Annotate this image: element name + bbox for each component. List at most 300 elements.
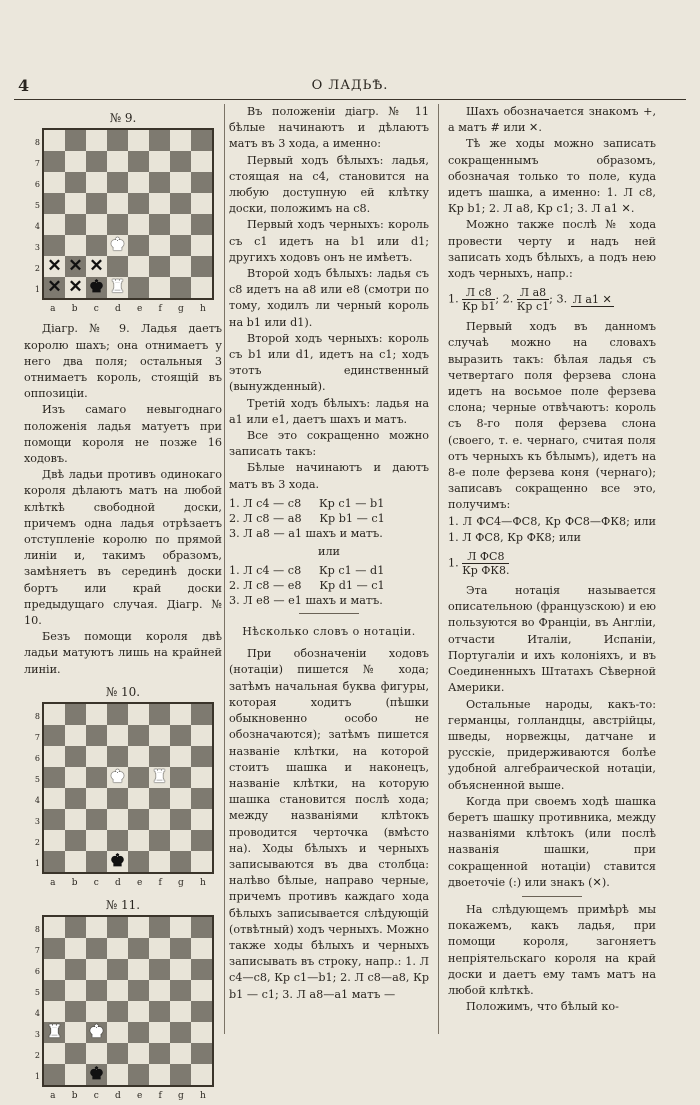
file-label: h — [200, 304, 206, 315]
board-square — [170, 1064, 191, 1085]
board-square — [170, 130, 191, 151]
board-square — [149, 130, 170, 151]
file-label: a — [50, 304, 56, 315]
board-square — [107, 256, 128, 277]
board-square — [191, 938, 212, 959]
king-piece: ♚ — [109, 235, 126, 256]
board-square — [107, 1022, 128, 1043]
board-square — [191, 235, 212, 256]
paragraph: Діагр. № 9. Ладья даетъ королю шахъ; она отнимаетъ у него два поля; остальныя 3 отнимаетъ король, стоящій въ оппозиціи. — [24, 322, 222, 401]
paragraph: Бѣлые начинаютъ и даютъ матъ въ 3 хода. — [229, 461, 429, 491]
diagram-9-title: № 9. — [109, 111, 137, 125]
file-label: b — [71, 878, 78, 889]
board-square — [128, 193, 149, 214]
board-square — [149, 277, 170, 298]
board-square — [86, 704, 107, 725]
board-square — [128, 1001, 149, 1022]
file-label: f — [158, 1091, 162, 1102]
king-piece: ♚ — [109, 767, 126, 788]
board-square — [86, 830, 107, 851]
board-square — [44, 214, 65, 235]
king-piece: ♚ — [109, 851, 126, 872]
rank-label: 8 — [34, 138, 40, 148]
board-square — [65, 1043, 86, 1064]
chess-board-10 — [34, 702, 214, 874]
board-square — [170, 277, 191, 298]
rank-label: 7 — [34, 946, 40, 956]
board-square — [191, 767, 212, 788]
rank-label: 5 — [34, 775, 40, 785]
paragraph: Первый ходъ черныхъ: король съ c1 идетъ на b1 или d1; другихъ ходовъ онъ не имѣетъ. — [229, 218, 429, 264]
board-square — [149, 830, 170, 851]
chess-board-9 — [34, 128, 214, 300]
rank-label: 2 — [34, 838, 40, 848]
board-square — [191, 725, 212, 746]
board-square — [86, 851, 107, 872]
board-square — [86, 938, 107, 959]
column-rule-left — [224, 104, 225, 1034]
diagram-11-title: № 11. — [105, 898, 141, 913]
fraction-bottom: Кр ФК8. — [462, 564, 510, 578]
board-square — [44, 1064, 65, 1085]
paragraph: Когда при своемъ ходѣ шашка беретъ шашку противника, между названіями клѣтокъ (или послѣ названія шашки, при сокращенной нотаціи) ставится двоеточіе (:) или знакъ (✕). — [448, 794, 656, 889]
column-rule-right — [438, 104, 439, 1034]
paragraph: Третій ходъ бѣлыхъ: ладья на a1 или e1, даетъ шахъ и матъ. — [229, 396, 429, 426]
board-square — [128, 151, 149, 172]
board-square — [65, 1022, 86, 1043]
board-square — [128, 277, 149, 298]
board-square — [191, 193, 212, 214]
board-square — [149, 851, 170, 872]
king-piece: ♚ — [88, 1022, 105, 1043]
board-square — [65, 704, 86, 725]
page-number: 4 — [18, 76, 30, 95]
board-square — [44, 959, 65, 980]
board-square — [107, 130, 128, 151]
paragraph: Остальные народы, какъ-то: германцы, голландцы, австрійцы, шведы, норвежцы, датчане и русскіе, придерживаются болѣе удобной алгебраической нотаціи, объясненной выше. — [448, 697, 656, 792]
file-labels-9 — [42, 301, 214, 317]
board-square — [149, 959, 170, 980]
board-square — [65, 1001, 86, 1022]
paragraph: Первый ходъ бѣлыхъ: ладья, стоящая на c4, становится на любую доступную ей клѣтку доски, положимъ на c8. — [229, 153, 429, 216]
board-square — [170, 193, 191, 214]
file-label: c — [93, 304, 99, 315]
fraction-top: Л a1 ✕ — [572, 292, 612, 306]
board-square — [86, 725, 107, 746]
board-square — [191, 151, 212, 172]
board-square — [191, 830, 212, 851]
board-square — [149, 746, 170, 767]
running-title: О ЛАДЬѢ. — [311, 78, 389, 93]
board-square — [128, 788, 149, 809]
file-label: b — [71, 1091, 78, 1102]
rank-label: 4 — [34, 796, 40, 806]
board-square — [107, 788, 128, 809]
paragraph: Первый ходъ въ данномъ случаѣ можно на словахъ выразить такъ: бѣлая ладья съ четвертаго поля ферзева слона идетъ на восьмое поле ферзева слона; черные отвѣчаютъ: король съ 8-го поля ферзева слона (своего, т. е. чернаго, считая поля отъ черныхъ къ бѣлымъ), идетъ на 8-е поле ферзева коня (чернаго); записавъ сокращенно все это, получимъ: — [448, 320, 656, 512]
board-square — [65, 235, 86, 256]
paragraph: Двѣ ладьи противъ одинокаго короля дѣлаютъ матъ на любой клѣткѣ свободной доски, причемъ одна ладья отрѣзаетъ отступленіе королю по прямой линіи и, такимъ образомъ, замѣняетъ въ серединѣ доски бортъ или край доски предыдущаго случая. Діагр. № 10. — [24, 468, 222, 628]
board-square — [86, 746, 107, 767]
board-square — [149, 704, 170, 725]
board-square — [44, 917, 65, 938]
board-square — [86, 130, 107, 151]
board-square — [149, 172, 170, 193]
fraction-bottom: Кр b1 — [462, 300, 496, 314]
board-square — [170, 851, 191, 872]
rank-label: 7 — [34, 159, 40, 169]
board-square — [128, 172, 149, 193]
rank-label: 1 — [34, 859, 40, 869]
board-square — [128, 938, 149, 959]
rank-label: 8 — [34, 712, 40, 722]
board-square — [170, 725, 191, 746]
board-square — [191, 980, 212, 1001]
board-square — [191, 1001, 212, 1022]
board-square — [86, 235, 107, 256]
blocked-square-mark: ✕ — [89, 256, 104, 277]
rook-piece: ♜ — [109, 277, 126, 298]
rank-label: 5 — [34, 988, 40, 998]
board-square — [107, 172, 128, 193]
fraction-number: 3. — [556, 292, 568, 306]
fraction-notation-2 — [448, 550, 656, 577]
fraction-number: 1. — [448, 556, 459, 570]
paragraph: Положимъ, что бѣлый ко- — [466, 1000, 619, 1014]
file-label: e — [136, 304, 143, 315]
board-square — [170, 235, 191, 256]
paragraph: Второй ходъ бѣлыхъ: ладья съ c8 идетъ на a8 или e8 (смотри по тому, ходилъ ли черный король на b1 или d1). — [229, 267, 429, 329]
paragraph: Можно также послѣ № хода провести черту и надъ ней записать ходъ бѣлыхъ, а подъ нею ходъ черныхъ, напр.: — [448, 218, 656, 281]
file-label: c — [93, 1091, 99, 1102]
board-square — [170, 214, 191, 235]
board-square — [107, 959, 128, 980]
paragraph: Шахъ обозначается знакомъ +, а матъ # или ✕. — [448, 105, 656, 135]
file-label: d — [114, 1091, 121, 1102]
paragraph: При обозначеніи ходовъ (нотаціи) пишется № хода; затѣмъ начальная буква фигуры, которая ходитъ (пѣшки обыкновенно особо не обозначаются); затѣмъ пишется названіе клѣтки, на которой стоитъ шашка и наконецъ, названіе клѣтки, на которую шашка становится послѣ хода; между названіями клѣтокъ проводится черточка (вмѣсто на). Ходы бѣлыхъ и черныхъ записываются въ два столбца: налѣво бѣлые, направо черные, причемъ противъ каждаго хода бѣлыхъ записывается слѣдующій (отвѣтный) ходъ черныхъ. Можно также ходы бѣлыхъ и черныхъ записывать въ строку, напр.: 1. Л c4—c8, Кр c1—b1; 2. Л c8—a8, Кр b1 — c1; 3. Л a8—a1 матъ — — [229, 647, 429, 1001]
board-square — [149, 193, 170, 214]
board-square — [86, 788, 107, 809]
board-square — [128, 1022, 149, 1043]
board-square — [65, 788, 86, 809]
blocked-square-mark: ✕ — [68, 256, 83, 277]
file-label: d — [114, 878, 121, 889]
board-square — [170, 1043, 191, 1064]
board-square — [86, 809, 107, 830]
board-square — [149, 235, 170, 256]
board-square — [86, 214, 107, 235]
separator — [522, 896, 582, 897]
board-square — [149, 980, 170, 1001]
board-square — [128, 809, 149, 830]
board-square — [107, 151, 128, 172]
move-line: 1. Л c4 — c8 Кр c1 — d1 — [229, 564, 385, 578]
file-label: g — [178, 1091, 184, 1102]
board-square — [149, 1064, 170, 1085]
move-line: 3. Л a8 — a1 шахъ и матъ. — [229, 526, 383, 540]
board-square — [191, 809, 212, 830]
board-square — [128, 1043, 149, 1064]
board-square — [44, 788, 65, 809]
board-square — [170, 151, 191, 172]
file-label: f — [158, 304, 162, 315]
board-square — [107, 725, 128, 746]
fraction-bottom: Кр c1 — [516, 300, 550, 314]
board-square — [44, 725, 65, 746]
diagram-10 — [30, 702, 222, 891]
move-line: 2. Л c8 — a8 Кр b1 — c1 — [229, 511, 385, 525]
board-square — [65, 725, 86, 746]
fraction-top: Л a8 — [517, 286, 549, 300]
board-square — [128, 980, 149, 1001]
board-square — [128, 130, 149, 151]
king-piece: ♚ — [88, 277, 105, 298]
board-square — [149, 809, 170, 830]
board-square — [107, 1001, 128, 1022]
board-square — [128, 235, 149, 256]
rook-piece: ♜ — [46, 1022, 63, 1043]
fraction-number: 2. — [502, 292, 514, 306]
board-square — [86, 193, 107, 214]
board-square — [149, 788, 170, 809]
board-square — [170, 917, 191, 938]
board-square — [86, 959, 107, 980]
file-label: h — [200, 878, 206, 889]
blocked-square-mark: ✕ — [68, 277, 83, 298]
move-line: 3. Л e8 — e1 шахъ и матъ. — [229, 594, 383, 608]
file-labels-11 — [42, 1088, 214, 1104]
board-square — [107, 980, 128, 1001]
rank-label: 6 — [34, 180, 40, 190]
page-header — [14, 74, 686, 100]
move-line: 1. Л c4 — c8 Кр c1 — b1 — [229, 496, 385, 510]
board-square — [191, 959, 212, 980]
board-square — [191, 788, 212, 809]
board-square — [149, 256, 170, 277]
paragraph: Въ положеніи діагр. № 11 бѣлые начинаютъ и дѣлаютъ матъ въ 3 хода, а именно: — [229, 105, 429, 151]
board-square — [44, 1043, 65, 1064]
rank-label: 3 — [34, 817, 40, 827]
column-left — [24, 104, 222, 1105]
board-square — [107, 830, 128, 851]
paragraph: Эта нотація называется описательною (французскою) и ею пользуются во Франціи, въ Англіи, отчасти Италіи, Испаніи, Португаліи и ихъ колоніяхъ, и въ Соединенныхъ Штатахъ Сѣверной Америки. — [448, 584, 656, 695]
file-label: d — [114, 304, 121, 315]
rank-label: 2 — [34, 1051, 40, 1061]
fraction — [462, 550, 509, 577]
board-square — [170, 980, 191, 1001]
board-square — [65, 767, 86, 788]
paragraph: Все это сокращенно можно записать такъ: — [229, 429, 429, 459]
rank-label: 4 — [34, 222, 40, 232]
file-label: h — [200, 1091, 206, 1102]
board-square — [191, 704, 212, 725]
board-square — [128, 214, 149, 235]
fraction — [571, 293, 614, 307]
board-square — [44, 235, 65, 256]
board-square — [107, 193, 128, 214]
board-square — [65, 172, 86, 193]
board-square — [65, 193, 86, 214]
board-square — [44, 851, 65, 872]
board-square — [170, 746, 191, 767]
board-square — [107, 917, 128, 938]
board-square — [44, 130, 65, 151]
blocked-square-mark: ✕ — [47, 256, 62, 277]
paragraph: 1. Л ФС4—ФС8, Кр ФС8—ФК8; или 1. Л ФС8, Кр ФК8; или — [448, 514, 656, 544]
board-square — [107, 214, 128, 235]
board-square — [65, 980, 86, 1001]
board-square — [107, 704, 128, 725]
board-square — [128, 256, 149, 277]
rank-label: 3 — [34, 243, 40, 253]
chess-board-11 — [34, 915, 214, 1087]
board-square — [86, 767, 107, 788]
board-square — [65, 938, 86, 959]
file-label: g — [178, 878, 184, 889]
rank-label: 4 — [34, 1009, 40, 1019]
board-square — [149, 1022, 170, 1043]
board-square — [86, 1043, 107, 1064]
board-square — [65, 809, 86, 830]
board-square — [149, 1001, 170, 1022]
board-square — [128, 704, 149, 725]
blocked-square-mark: ✕ — [47, 277, 62, 298]
board-square — [170, 704, 191, 725]
board-square — [191, 214, 212, 235]
board-square — [86, 172, 107, 193]
paragraph: Безъ помощи короля двѣ ладьи матуютъ лишь на крайней линіи. — [24, 630, 222, 676]
board-square — [128, 959, 149, 980]
diagram-9 — [30, 128, 222, 317]
board-square — [65, 746, 86, 767]
board-square — [170, 809, 191, 830]
board-square — [191, 1064, 212, 1085]
board-square — [65, 214, 86, 235]
board-square — [170, 959, 191, 980]
board-square — [170, 256, 191, 277]
board-square — [191, 917, 212, 938]
rank-label: 1 — [34, 1072, 40, 1082]
board-square — [86, 1001, 107, 1022]
board-square — [191, 1043, 212, 1064]
board-square — [191, 277, 212, 298]
file-labels-10 — [42, 875, 214, 891]
board-square — [44, 151, 65, 172]
board-square — [44, 1001, 65, 1022]
file-label: e — [136, 1091, 143, 1102]
board-square — [128, 851, 149, 872]
paragraph: На слѣдующемъ примѣрѣ мы покажемъ, какъ ладья, при помощи короля, загоняетъ непріятельскаго короля на край доски и даетъ ему тамъ матъ на любой клѣткѣ. — [448, 902, 656, 997]
board-square — [65, 830, 86, 851]
board-square — [44, 830, 65, 851]
rank-label: 5 — [34, 201, 40, 211]
board-square — [44, 980, 65, 1001]
board-square — [44, 193, 65, 214]
king-piece: ♚ — [88, 1064, 105, 1085]
rank-label: 2 — [34, 264, 40, 274]
board-square — [128, 725, 149, 746]
board-square — [170, 1022, 191, 1043]
board-square — [86, 917, 107, 938]
board-square — [128, 917, 149, 938]
board-square — [191, 172, 212, 193]
fraction-top: Л c8 — [462, 286, 495, 300]
file-label: e — [136, 878, 143, 889]
board-square — [170, 1001, 191, 1022]
board-square — [86, 151, 107, 172]
rank-label: 1 — [34, 285, 40, 295]
rank-label: 6 — [34, 754, 40, 764]
board-square — [191, 746, 212, 767]
move-line: 2. Л c8 — e8 Кр d1 — c1 — [229, 579, 385, 593]
board-square — [44, 704, 65, 725]
rank-label: 6 — [34, 967, 40, 977]
paragraph: Изъ самаго невыгоднаго положенія ладья матуетъ при помощи короля не позже 16 ходовъ. — [24, 403, 222, 466]
board-square — [65, 917, 86, 938]
file-label: f — [158, 878, 162, 889]
paragraph: Тѣ же ходы можно записать сокращеннымъ образомъ, обозначая только то поле, куда идетъ шашка, а именно: 1. Л c8, Кр b1; 2. Л a8, Кр c1; 3. Л a1 ✕. — [448, 137, 656, 216]
board-square — [191, 851, 212, 872]
moves-variant-a — [229, 496, 429, 541]
board-square — [170, 767, 191, 788]
board-square — [86, 980, 107, 1001]
rank-label: 3 — [34, 1030, 40, 1040]
file-label: g — [178, 304, 184, 315]
rank-label: 7 — [34, 733, 40, 743]
board-square — [128, 746, 149, 767]
board-square — [107, 809, 128, 830]
diagram-10-title: № 10. — [105, 684, 141, 699]
board-square — [44, 172, 65, 193]
fraction — [517, 286, 549, 313]
fraction-notation: 1. $\frac{\text{Л c8}}{\text{Кр b1}}$ ; 2. $\frac{\text{Л a8}}{\text{Кр c1}}$ ; 3. Л a1 ✕ — [448, 286, 612, 314]
fraction — [462, 286, 495, 313]
board-square — [65, 851, 86, 872]
header-rule — [14, 99, 686, 100]
board-square — [65, 151, 86, 172]
separator — [299, 613, 359, 614]
board-square — [107, 938, 128, 959]
board-square — [191, 1022, 212, 1043]
board-square — [191, 130, 212, 151]
board-square — [44, 746, 65, 767]
board-square — [128, 1064, 149, 1085]
paragraph: Второй ходъ черныхъ: король съ b1 или d1, идетъ на c1; ходъ этотъ единственный (вынужденный). — [229, 331, 429, 394]
board-square — [44, 809, 65, 830]
board-square — [170, 788, 191, 809]
fraction-top: Л ФС8 — [462, 550, 509, 564]
file-label: b — [71, 304, 78, 315]
board-square — [107, 1064, 128, 1085]
board-square — [65, 959, 86, 980]
board-square — [149, 214, 170, 235]
column-right — [448, 104, 656, 1015]
board-square — [44, 938, 65, 959]
fraction-number: 1. — [448, 292, 459, 306]
or-label: или — [317, 544, 341, 558]
board-square — [149, 938, 170, 959]
board-square — [65, 130, 86, 151]
board-square — [170, 938, 191, 959]
board-square — [191, 256, 212, 277]
board-square — [149, 1043, 170, 1064]
board-square — [44, 767, 65, 788]
board-square — [149, 917, 170, 938]
board-square — [65, 1064, 86, 1085]
board-square — [107, 1043, 128, 1064]
board-square — [128, 767, 149, 788]
board-square — [128, 830, 149, 851]
file-label: a — [50, 878, 56, 889]
